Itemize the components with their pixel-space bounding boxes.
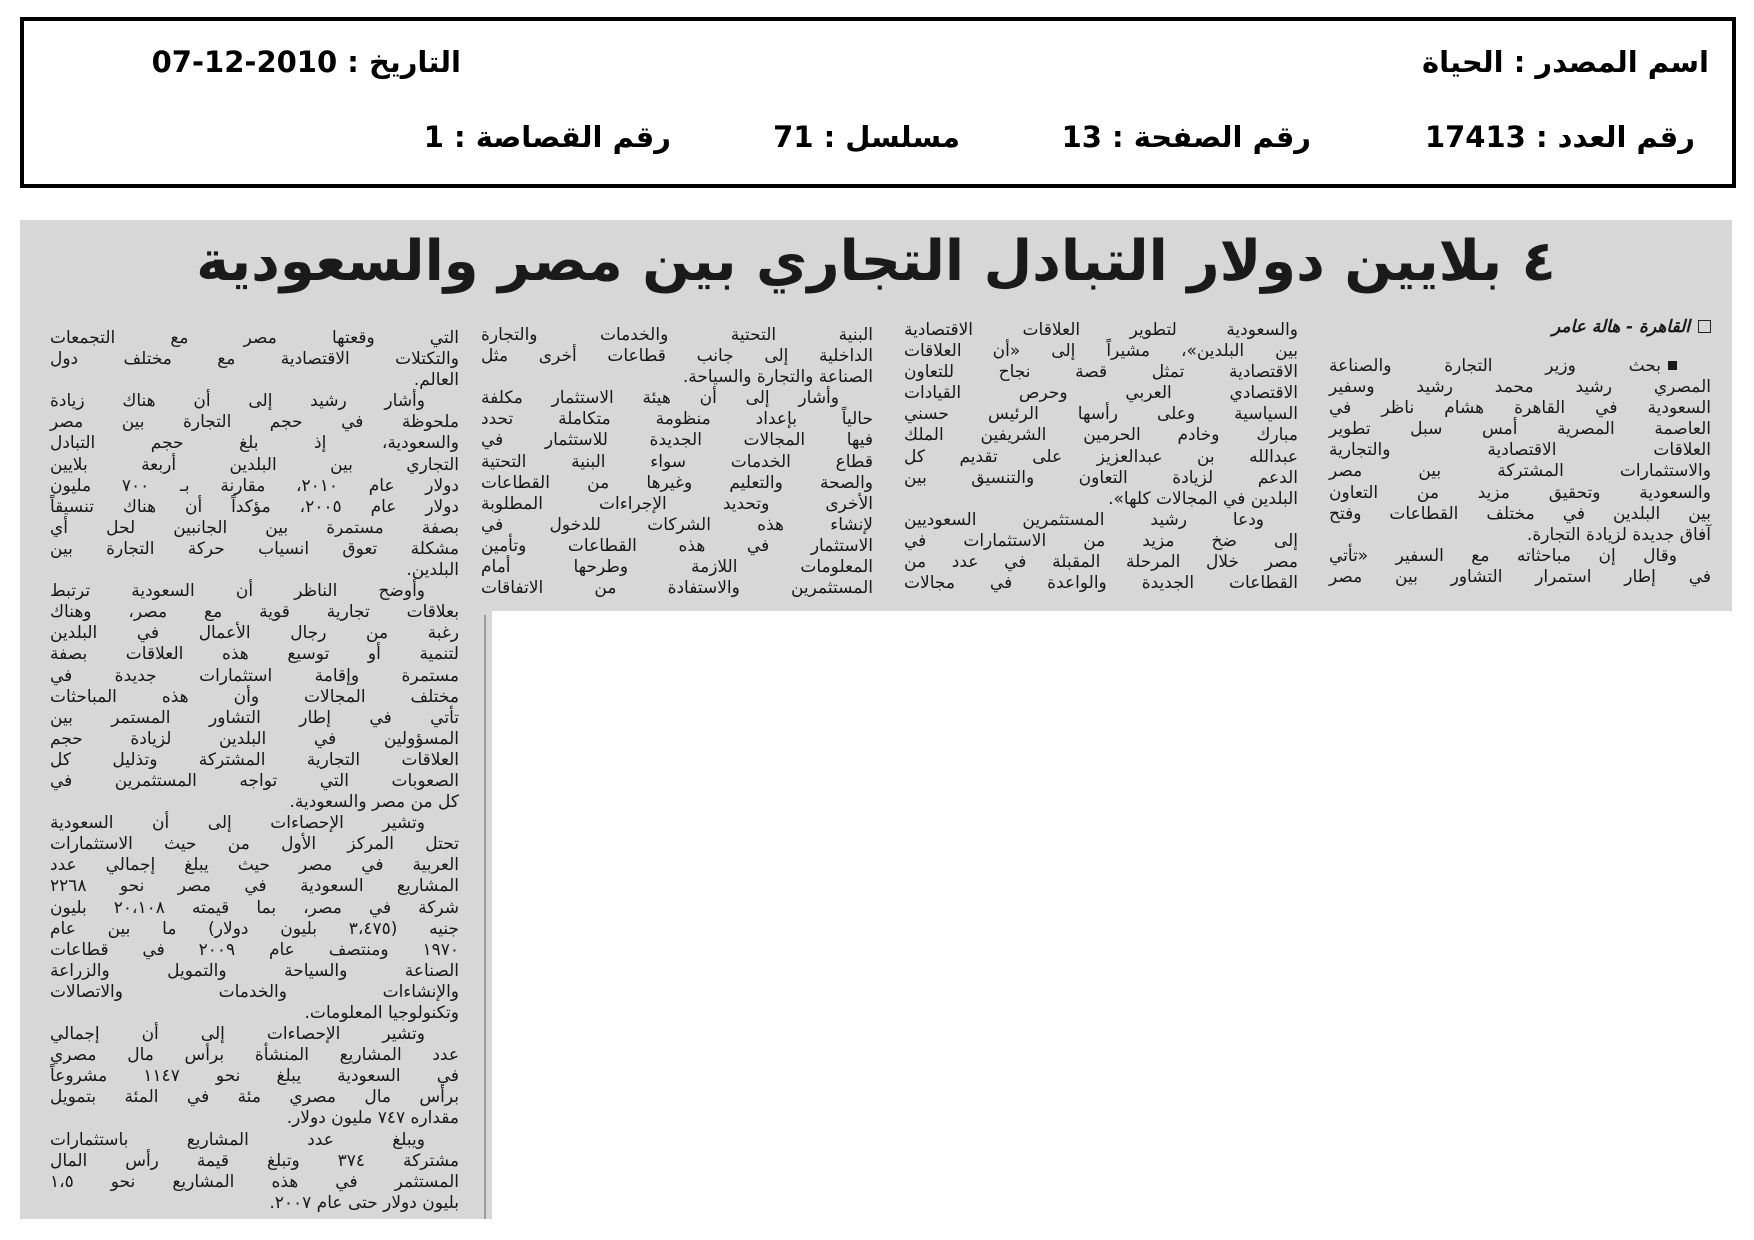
article-text-line (1329, 483, 1711, 504)
article-text: ١٩٧٠ ومنتصف عام ٢٠٠٩ في قطاعات (50, 939, 459, 960)
article-text: القطاعات الجديدة والواعدة في مجالات (904, 573, 1298, 594)
article-text-line (50, 982, 459, 1003)
article-text-line (1329, 398, 1711, 419)
article-text: المصري رشيد محمد رشيد وسفير (1329, 377, 1711, 398)
article-text-line (481, 346, 873, 367)
square-outline-icon (1698, 320, 1711, 333)
article-text: حالياً بإعداد منظومة متكاملة تحدد (481, 409, 873, 430)
article-text-line (50, 412, 459, 433)
article-text-line (1329, 356, 1711, 377)
article-text: برأس مال مصري مئة في المئة بتمويل (50, 1087, 459, 1108)
article-text: العاصمة المصرية أمس سبل تطوير (1329, 419, 1711, 440)
article-text: قطاع الخدمات سواء البنية التحتية (481, 451, 873, 472)
article-text: عبدالله بن عبدالعزيز على تقديم كل (904, 446, 1298, 467)
article-text-line (481, 494, 873, 515)
column-rule (484, 615, 486, 1219)
article-text-line (50, 433, 459, 454)
article-text-line (50, 771, 459, 792)
article-text: بصفة مستمرة بين الجانبين لحل أي (50, 517, 459, 538)
article-text-line (50, 1045, 459, 1066)
article-text-line (50, 328, 459, 349)
article-text: في إطار استمرار التشاور بين مصر (1329, 566, 1711, 587)
article-column (1329, 356, 1711, 588)
article-text: البنية التحتية والخدمات والتجارة (481, 325, 873, 345)
article-column (904, 320, 1298, 594)
article-text-line (904, 425, 1298, 446)
article-text: في السعودية يبلغ نحو ١١٤٧ مشروعاً (50, 1066, 460, 1087)
article-text-line (50, 1087, 459, 1108)
article-text-line (50, 370, 459, 391)
article-text-line (904, 489, 1298, 510)
issue-number-label: رقم العدد : 17413 (1424, 120, 1695, 154)
article-text-line (904, 320, 1298, 341)
article-text-line (1329, 504, 1711, 525)
article-text: آفاق جديدة لزيادة التجارة. (1526, 524, 1711, 545)
article-text: تأتي في إطار التشاور المستمر بين (50, 707, 459, 728)
article-text: الاقتصادي العربي وحرص القيادات (904, 383, 1298, 404)
article-text: التجاري بين البلدين أربعة بلايين (50, 454, 459, 475)
article-text: الأخرى وتحديد الإجراءات المطلوبة (481, 493, 873, 514)
article-text-line (1329, 419, 1711, 440)
square-bullet-icon (1668, 361, 1677, 370)
article-text-line (904, 341, 1298, 362)
article-text: رغبة من رجال الأعمال في البلدين (50, 623, 459, 644)
article-text: والإنشاءات والخدمات والاتصالات (50, 981, 459, 1002)
article-text-line (50, 813, 459, 834)
article-text: مصر خلال المرحلة المقبلة في عدد من (904, 552, 1298, 573)
article-text-line (1329, 525, 1711, 546)
article-text: بعلاقات تجارية قوية مع مصر، وهناك (50, 602, 459, 623)
article-text: العلاقات الاقتصادية والتجارية (1329, 440, 1711, 461)
article-text: والسعودية لتطوير العلاقات الاقتصادية (904, 320, 1298, 340)
article-text: ويبلغ عدد المشاريع باستثمارات (50, 1129, 425, 1150)
article-text: مبارك وخادم الحرمين الشريفين الملك (904, 425, 1298, 446)
article-text: والاستثمارات المشتركة بين مصر (1329, 461, 1711, 482)
article-text-line (481, 430, 873, 451)
article-text-line (50, 687, 459, 708)
article-text-line (50, 1130, 459, 1151)
article-text: المستثمر في هذه المشاريع نحو ١،٥ (50, 1171, 459, 1192)
article-text: وأشار إلى أن هيئة الاستثمار مكلفة (481, 388, 839, 409)
article-text-line (50, 391, 459, 412)
article-text-line (50, 518, 459, 539)
article-text-line (50, 750, 459, 771)
article-text: مقداره ٧٤٧ مليون دولار. (286, 1108, 459, 1129)
article-text-line (50, 834, 459, 855)
article-text-line (50, 560, 459, 581)
article-text: وأوضح الناظر أن السعودية ترتبط (50, 581, 425, 602)
article-text-line (481, 515, 873, 536)
article-text-line (50, 455, 459, 476)
article-text: السياسية وعلى رأسها الرئيس حسني (904, 404, 1298, 425)
article-text-line (50, 1108, 459, 1129)
article-text-line (481, 557, 873, 578)
article-text: مشتركة ٣٧٤ وتبلغ قيمة رأس المال (50, 1150, 459, 1171)
article-text-line (481, 325, 873, 346)
date-label: التاريخ : 2010-12-07 (151, 45, 461, 79)
article-text: مشكلة تعوق انسياب حركة التجارة بين (50, 538, 459, 559)
article-text: لتنمية أو توسيع هذه العلاقات بصفة (50, 644, 459, 665)
article-text-line (481, 452, 873, 473)
article-text: وقال إن مباحثاته مع السفير «تأتي (1329, 545, 1677, 566)
source-name-label: اسم المصدر : الحياة (1422, 45, 1709, 79)
article-text: دولار عام ٢٠٠٥، مؤكداً أن هناك تنسيقاً (50, 496, 459, 517)
article-text: العالم. (413, 370, 459, 391)
article-text-line (904, 552, 1298, 573)
article-text: المشاريع السعودية في مصر نحو ٢٢٦٨ (50, 876, 459, 897)
article-text-line (50, 792, 459, 813)
article-text-line (50, 539, 459, 560)
article-text-line (904, 383, 1298, 404)
article-text: بحث وزير التجارة والصناعة (1329, 356, 1661, 376)
article-text: المعلومات اللازمة وطرحها أمام (481, 557, 873, 578)
article-text: وتشير الإحصاءات إلى أن السعودية (50, 813, 425, 834)
article-text-line (1329, 440, 1711, 461)
article-text: ملحوظة في حجم التجارة بين مصر (50, 412, 459, 433)
article-text-line (50, 729, 459, 750)
article-text: البلدين في المجالات كلها». (1108, 488, 1298, 509)
article-text: والصحة والتعليم وغيرها من القطاعات (481, 472, 873, 493)
article-text: المسؤولين في البلدين لزيادة حجم (50, 728, 459, 749)
article-text-line (50, 940, 459, 961)
article-text: الصناعة والسياحة والتمويل والزراعة (50, 960, 459, 981)
article-text-line (1329, 461, 1711, 482)
article-text-line (50, 1066, 459, 1087)
article-text-line (904, 468, 1298, 489)
article-text: وتكنولوجيا المعلومات. (304, 1003, 459, 1023)
article-text: عدد المشاريع المنشأة برأس مال مصري (50, 1045, 459, 1066)
article-text: جنيه (٣،٤٧٥ بليون دولار) ما بين عام (50, 918, 460, 939)
article-text-line (481, 409, 873, 430)
article-text-line (50, 666, 459, 687)
article-text: ودعا رشيد المستثمرين السعوديين (904, 509, 1264, 530)
article-text-line (904, 573, 1298, 594)
article-text: العلاقات التجارية المشتركة وتذليل كل (50, 749, 459, 770)
article-text-line (481, 473, 873, 494)
article-text-line (50, 708, 459, 729)
article-text-line (50, 1024, 459, 1045)
article-text: وأشار رشيد إلى أن هناك زيادة (50, 391, 425, 412)
article-text-line (50, 961, 459, 982)
article-text-line (904, 362, 1298, 383)
article-text: إلى ضخ مزيد من الاستثمارات في (904, 530, 1298, 551)
article-text-line (50, 623, 459, 644)
article-text-line (481, 536, 873, 557)
article-text: المستثمرين والاستفادة من الاتفاقات (481, 578, 873, 599)
article-text-line (50, 855, 459, 876)
article-text: الصناعة والتجارة والسياحة. (682, 367, 873, 388)
article-text: الدعم لزيادة التعاون والتنسيق بين (904, 467, 1298, 488)
article-text: مختلف المجالات وأن هذه المباحثات (50, 686, 459, 707)
article-text-line (1329, 377, 1711, 398)
article-text-line (50, 1172, 459, 1193)
article-text: شركة في مصر، بما قيمته ٢٠،١٠٨ بليون (50, 897, 459, 918)
article-text: كل من مصر والسعودية. (289, 792, 459, 813)
article-text: الصعوبات التي تواجه المستثمرين في (50, 770, 459, 791)
article-text: مستمرة وإقامة استثمارات جديدة في (50, 665, 459, 686)
article-text: دولار عام ٢٠١٠، مقارنة بـ ٧٠٠ مليون (50, 475, 459, 496)
article-text-line (50, 644, 459, 665)
clipping-info-box (20, 17, 1736, 188)
article-text: التي وقعتها مصر مع التجمعات (50, 328, 459, 348)
article-text-line (904, 510, 1298, 531)
article-text: بين البلدين»، مشيراً إلى «أن العلاقات (904, 341, 1298, 362)
article-headline: ٤ بلايين دولار التبادل التجاري بين مصر والسعودية (196, 229, 1556, 294)
article-text-line (50, 919, 459, 940)
serial-number-label: مسلسل : 71 (773, 120, 960, 154)
article-text-line (1329, 546, 1711, 567)
article-text-line (50, 1003, 459, 1024)
article-text: السعودية في القاهرة هشام ناظر في (1329, 398, 1711, 419)
article-text: الداخلية إلى جانب قطاعات أخرى مثل (481, 346, 873, 367)
article-text: بليون دولار حتى عام ٢٠٠٧. (269, 1192, 459, 1213)
article-text: الاستثمار في هذه القطاعات وتأمين (481, 535, 873, 556)
article-text: تحتل المركز الأول من حيث الاستثمارات (50, 834, 459, 855)
article-text-line (50, 581, 459, 602)
article-text: لإنشاء هذه الشركات للدخول في (481, 514, 873, 535)
article-text-line (481, 578, 873, 599)
article-column (50, 328, 459, 1214)
article-text-line (50, 602, 459, 623)
article-text-line (50, 876, 459, 897)
article-text-line (50, 1193, 459, 1214)
article-text: والتكتلات الاقتصادية مع مختلف دول (50, 349, 459, 370)
article-column (481, 325, 873, 599)
article-text-line (50, 349, 459, 370)
page-number-label: رقم الصفحة : 13 (1061, 120, 1311, 154)
article-text: العربية في مصر حيث يبلغ إجمالي عدد (50, 855, 459, 876)
article-text: فيها المجالات الجديدة للاستثمار في (481, 430, 873, 451)
article-text: البلدين. (406, 560, 459, 581)
article-byline (1552, 316, 1711, 338)
article-text: وتشير الإحصاءات إلى أن إجمالي (50, 1024, 425, 1045)
article-text: بين البلدين في مختلف القطاعات وفتح (1329, 503, 1711, 524)
article-text-line (481, 367, 873, 388)
article-text-line (50, 898, 459, 919)
article-text-line (50, 497, 459, 518)
article-text-line (50, 1151, 459, 1172)
article-text-line (481, 388, 873, 409)
article-text: والسعودية، إذ بلغ حجم التبادل (50, 433, 459, 454)
clip-number-label: رقم القصاصة : 1 (423, 120, 671, 154)
article-text-line (904, 531, 1298, 552)
article-text: والسعودية وتحقيق مزيد من التعاون (1329, 482, 1711, 503)
article-text-line (904, 447, 1298, 468)
article-text: الاقتصادية تمثل قصة نجاح للتعاون (904, 362, 1298, 383)
article-text-line (1329, 567, 1711, 588)
byline-text: القاهرة - هالة عامر (1552, 317, 1690, 337)
article-text-line (50, 476, 459, 497)
article-text-line (904, 404, 1298, 425)
